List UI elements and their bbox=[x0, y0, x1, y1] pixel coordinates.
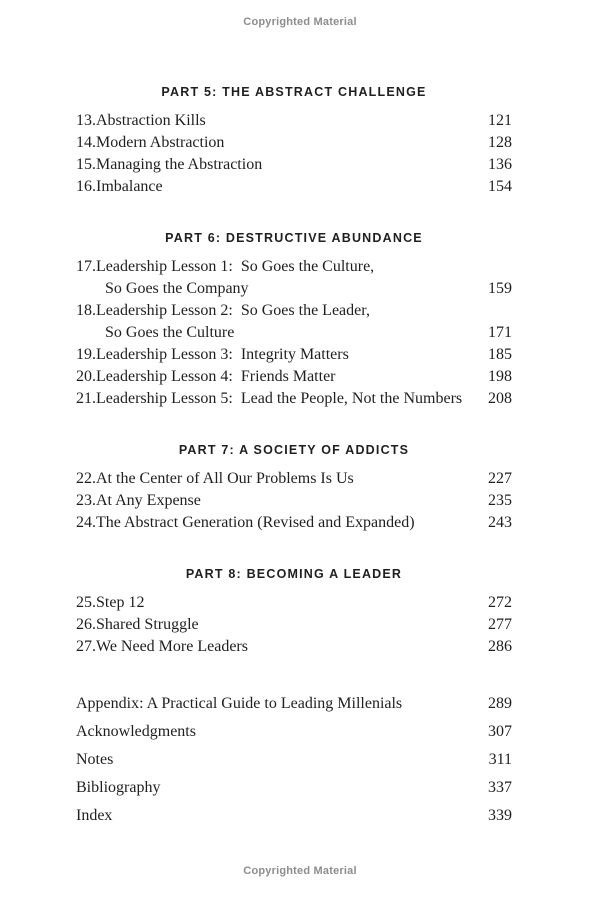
page-number: 136 bbox=[488, 156, 512, 173]
page-number: 243 bbox=[488, 514, 512, 531]
back-matter-entry bbox=[76, 802, 512, 830]
chapter-number: 22. bbox=[76, 470, 96, 487]
toc-entry-line bbox=[76, 388, 512, 410]
chapter-title: Managing the Abstraction bbox=[96, 156, 263, 173]
chapter-list bbox=[76, 110, 512, 198]
chapter-number: 25. bbox=[76, 594, 96, 611]
page-number: 307 bbox=[488, 723, 512, 740]
copyright-notice-bottom: Copyrighted Material bbox=[243, 865, 357, 877]
chapter-number: 17. bbox=[76, 258, 96, 275]
toc-section bbox=[76, 566, 512, 658]
chapter-number: 13. bbox=[76, 112, 96, 129]
part-heading: PART 5: THE ABSTRACT CHALLENGE bbox=[161, 85, 427, 99]
chapter-number: 23. bbox=[76, 492, 96, 509]
copyright-notice-top: Copyrighted Material bbox=[243, 16, 357, 28]
toc-entry-line bbox=[76, 490, 512, 512]
chapter-number: 21. bbox=[76, 390, 96, 407]
chapter-title: So Goes the Company bbox=[105, 280, 249, 297]
toc-entry-line bbox=[76, 468, 512, 490]
back-matter-title: Appendix: A Practical Guide to Leading Millenials bbox=[76, 695, 403, 712]
back-matter-title: Acknowledgments bbox=[76, 723, 196, 740]
back-matter-list bbox=[76, 690, 512, 830]
back-matter-title: Index bbox=[76, 807, 113, 824]
toc-entry-line bbox=[76, 176, 512, 198]
chapter-title: At the Center of All Our Problems Is Us bbox=[96, 470, 354, 487]
back-matter-entry bbox=[76, 774, 512, 802]
chapter-number: 19. bbox=[76, 346, 96, 363]
back-matter-entry bbox=[76, 718, 512, 746]
chapter-list bbox=[76, 256, 512, 410]
part-heading: PART 8: BECOMING A LEADER bbox=[185, 567, 403, 581]
chapter-number: 14. bbox=[76, 134, 96, 151]
chapter-title: So Goes the Culture bbox=[105, 324, 235, 341]
back-matter-title: Bibliography bbox=[76, 779, 161, 796]
chapter-title: Leadership Lesson 5: Lead the People, Not the Numbers bbox=[96, 390, 463, 407]
toc-entry-line bbox=[76, 278, 512, 300]
part-heading: PART 6: DESTRUCTIVE ABUNDANCE bbox=[165, 231, 423, 245]
chapter-title: Leadership Lesson 4: Friends Matter bbox=[96, 368, 336, 385]
chapter-title: We Need More Leaders bbox=[96, 638, 248, 655]
chapter-title: Step 12 bbox=[96, 594, 145, 611]
page-number: 121 bbox=[488, 112, 512, 129]
chapter-title: Leadership Lesson 2: So Goes the Leader, bbox=[96, 302, 370, 319]
chapter-title: Abstraction Kills bbox=[96, 112, 206, 129]
chapter-list bbox=[76, 468, 512, 534]
page-number: 171 bbox=[488, 324, 512, 341]
page-number: 198 bbox=[488, 368, 512, 385]
back-matter-title: Notes bbox=[76, 751, 114, 768]
page-number: 208 bbox=[488, 390, 512, 407]
chapter-title: Imbalance bbox=[96, 178, 163, 195]
toc-section bbox=[76, 84, 512, 198]
chapter-number: 26. bbox=[76, 616, 96, 633]
toc-entry-line bbox=[76, 132, 512, 154]
chapter-number: 27. bbox=[76, 638, 96, 655]
toc-entry-line bbox=[76, 366, 512, 388]
page-number: 277 bbox=[488, 616, 512, 633]
toc-section bbox=[76, 230, 512, 410]
page-number: 286 bbox=[488, 638, 512, 655]
chapter-title: At Any Expense bbox=[96, 492, 201, 509]
chapter-title: The Abstract Generation (Revised and Expanded) bbox=[96, 514, 415, 531]
chapter-list bbox=[76, 592, 512, 658]
chapter-title: Modern Abstraction bbox=[96, 134, 225, 151]
toc-section bbox=[76, 442, 512, 534]
page-number: 227 bbox=[488, 470, 512, 487]
page-number: 272 bbox=[488, 594, 512, 611]
toc-entry-line bbox=[76, 614, 512, 636]
toc-entry-line bbox=[76, 344, 512, 366]
page-number: 154 bbox=[488, 178, 512, 195]
page-number: 289 bbox=[488, 695, 512, 712]
chapter-number: 24. bbox=[76, 514, 96, 531]
toc-entry-line bbox=[76, 592, 512, 614]
page-number: 128 bbox=[488, 134, 512, 151]
chapter-number: 15. bbox=[76, 156, 96, 173]
chapter-number: 16. bbox=[76, 178, 96, 195]
chapter-title: Shared Struggle bbox=[96, 616, 199, 633]
page-number: 339 bbox=[488, 807, 512, 824]
page-number: 337 bbox=[488, 779, 512, 796]
toc-entry-line bbox=[76, 256, 512, 278]
toc-entry-line bbox=[76, 300, 512, 322]
toc-entry-line bbox=[76, 110, 512, 132]
toc bbox=[0, 84, 600, 830]
toc-entry-line bbox=[76, 512, 512, 534]
back-matter-entry bbox=[76, 690, 512, 718]
page-number: 235 bbox=[488, 492, 512, 509]
back-matter-entry bbox=[76, 746, 512, 774]
page-number: 159 bbox=[488, 280, 512, 297]
page-number: 311 bbox=[488, 751, 512, 768]
toc-entry-line bbox=[76, 636, 512, 658]
chapter-title: Leadership Lesson 3: Integrity Matters bbox=[96, 346, 349, 363]
toc-entry-line bbox=[76, 322, 512, 344]
chapter-title: Leadership Lesson 1: So Goes the Culture, bbox=[96, 258, 375, 275]
chapter-number: 18. bbox=[76, 302, 96, 319]
toc-entry-line bbox=[76, 154, 512, 176]
page-number: 185 bbox=[488, 346, 512, 363]
chapter-number: 20. bbox=[76, 368, 96, 385]
part-heading: PART 7: A SOCIETY OF ADDICTS bbox=[178, 443, 410, 457]
